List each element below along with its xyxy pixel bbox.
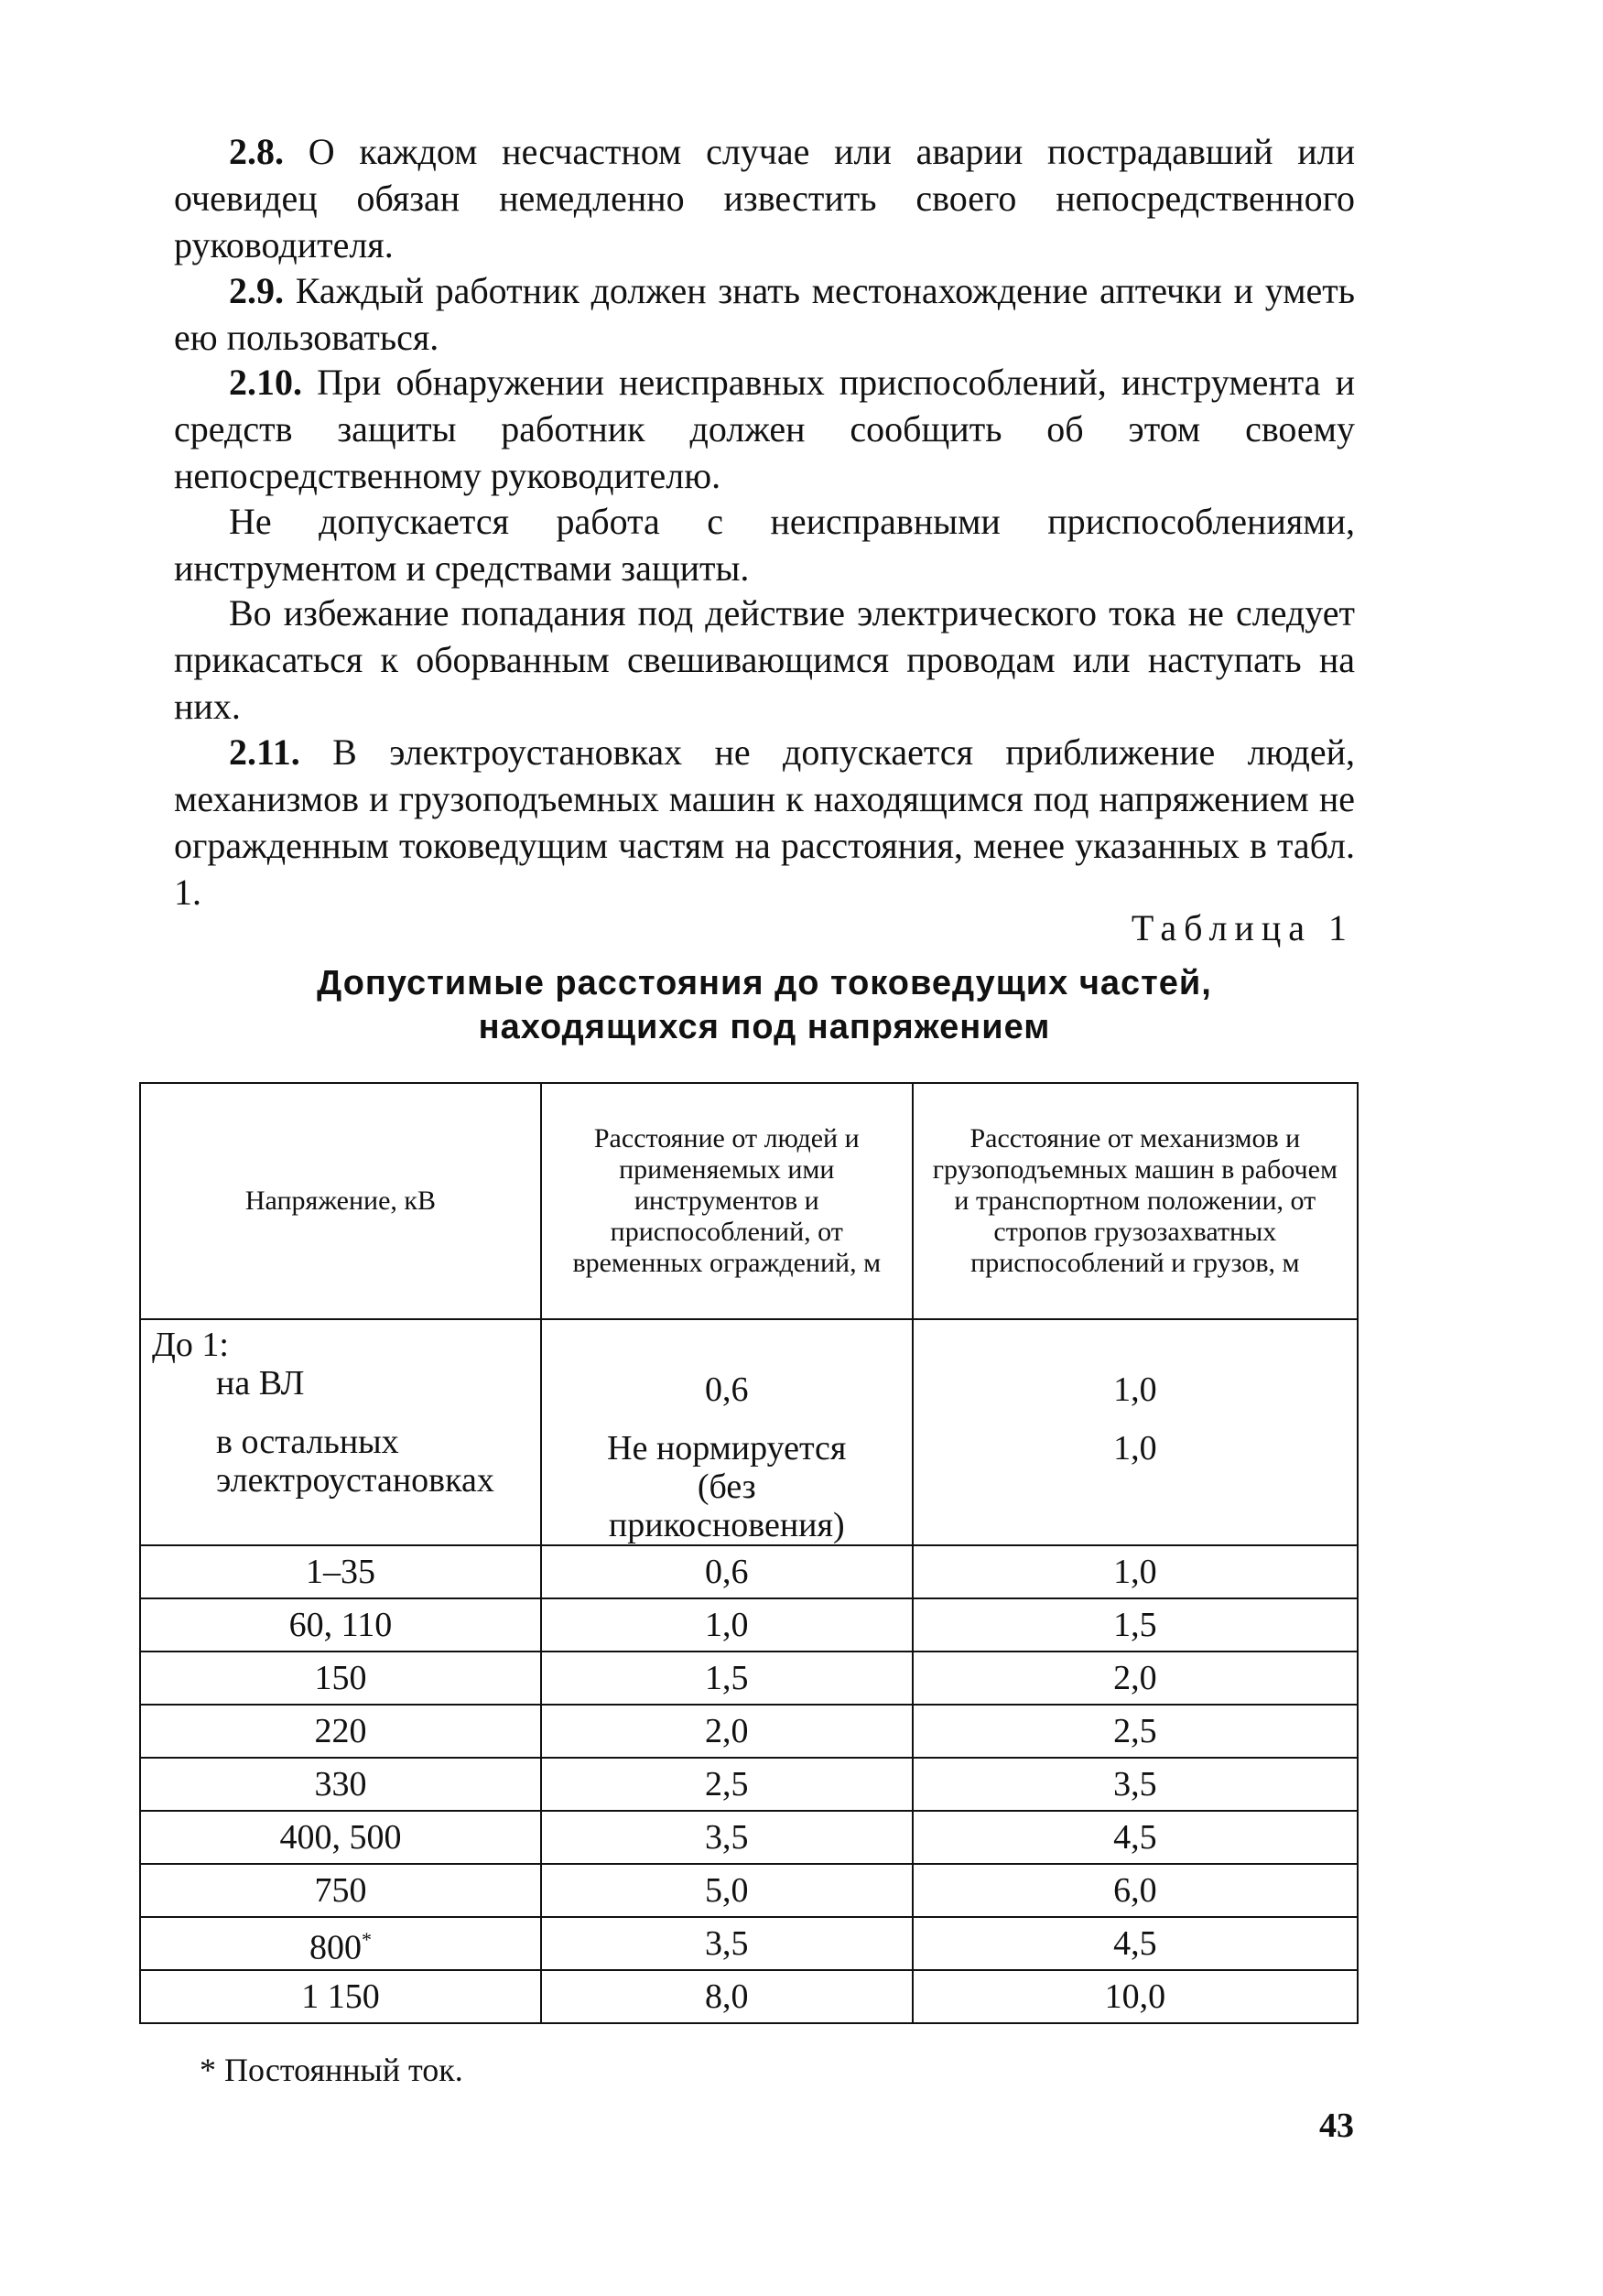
people-distance-cell-value: 1,5 — [705, 1659, 749, 1697]
people-distance-cell — [541, 1758, 913, 1811]
table-row — [140, 1758, 1358, 1811]
paragraph-text: В электроустановках не допускается приближение людей, механизмов и грузоподъемных машин к находящимся под напряжением не огражденным токоведущим частям на расстояния, менее указанных в табл. 1. — [174, 731, 1355, 913]
people-distance-cell — [541, 1970, 913, 2023]
machines-distance-cell-value: 6,0 — [1113, 1871, 1157, 1910]
voltage-cell — [140, 1545, 541, 1598]
table-row — [140, 1705, 1358, 1758]
people-distance-cell-value: 1,0 — [705, 1606, 749, 1644]
machines-distance-cell — [913, 1598, 1358, 1652]
people-distance-cell-value: 3,5 — [705, 1924, 749, 1963]
table-title-line-1: Допустимые расстояния до токоведущих частей, — [317, 964, 1212, 1002]
other-people-value: Не нормируется (без прикосновения) — [607, 1429, 847, 1544]
table-title — [174, 961, 1355, 1049]
machines-distance-cell-value: 1,0 — [1113, 1553, 1157, 1591]
header-machines-distance: Расстояние от механизмов и грузоподъемных машин в рабочем и транспортном положении, от стропов грузозахватных приспособлений и грузов, м — [913, 1083, 1358, 1319]
voltage-cell — [140, 1758, 541, 1811]
people-distance-cell-value: 3,5 — [705, 1818, 749, 1857]
machines-distance-cell-value: 3,5 — [1113, 1765, 1157, 1803]
paragraph-number: 2.11. — [229, 731, 300, 773]
paragraph-2-8 — [174, 128, 1355, 268]
people-distance-cell — [541, 1705, 913, 1758]
vl-people-value: 0,6 — [705, 1370, 749, 1409]
paragraph-text: При обнаружении неисправных приспособлений, инструмента и средств защиты работник должен сообщить об этом своему непосредственному руководителю. — [174, 362, 1356, 496]
voltage-cell — [140, 1652, 541, 1705]
voltage-cell-value: 220 — [314, 1712, 367, 1750]
machines-distance-cell — [913, 1758, 1358, 1811]
paragraph-number: 2.8. — [229, 131, 284, 172]
paragraph-number: 2.10. — [229, 362, 302, 403]
table-row — [140, 1545, 1358, 1598]
table-row — [140, 1652, 1358, 1705]
voltage-cell-value: 150 — [314, 1659, 367, 1697]
paragraph-text: Во избежание попадания под действие электрического тока не следует прикасаться к оборванным свешивающимся проводам или наступать на них. — [174, 592, 1355, 727]
voltage-cell — [140, 1917, 541, 1970]
other-machines-value: 1,0 — [1113, 1429, 1157, 1467]
paragraph-2-9 — [174, 267, 1355, 361]
machines-distance-cell — [913, 1970, 1358, 2023]
voltage-cell — [140, 1970, 541, 2023]
people-distance-cell — [541, 1917, 913, 1970]
table-row — [140, 1811, 1358, 1864]
table-header-row — [140, 1083, 1358, 1319]
voltage-cell-value: 400, 500 — [279, 1818, 402, 1857]
voltage-cell-value: 60, 110 — [288, 1606, 393, 1644]
paragraph-text: Не допускается работа с неисправными приспособлениями, инструментом и средствами защиты. — [174, 501, 1355, 589]
machines-distance-cell-value: 4,5 — [1113, 1924, 1157, 1963]
table-row-up-to-1 — [140, 1319, 1358, 1545]
people-distance-cell — [541, 1545, 913, 1598]
people-distance-cell-value: 2,5 — [705, 1765, 749, 1803]
footnote: * Постоянный ток. — [200, 2052, 463, 2088]
machines-distance-cell — [913, 1545, 1358, 1598]
voltage-cell-value: 750 — [314, 1871, 367, 1910]
machines-distance-cell-value: 10,0 — [1104, 1977, 1166, 2016]
machines-distance-cell — [913, 1864, 1358, 1917]
people-distance-cell-value: 0,6 — [705, 1553, 749, 1591]
machines-distance-cell — [913, 1652, 1358, 1705]
other-installations-label: в остальных электроустановках — [216, 1423, 494, 1500]
people-distance-cell — [541, 1864, 913, 1917]
people-distance-cell-value: 5,0 — [705, 1871, 749, 1910]
paragraph-2-10 — [174, 359, 1355, 499]
vl-label: на ВЛ — [216, 1364, 305, 1403]
distances-table — [139, 1082, 1359, 2024]
voltage-cell — [140, 1864, 541, 1917]
voltage-cell — [140, 1598, 541, 1652]
people-distance-cell — [541, 1652, 913, 1705]
paragraph-text: Каждый работник должен знать местонахождение аптечки и уметь ею пользоваться. — [174, 270, 1355, 358]
machines-distance-cell-value: 4,5 — [1113, 1818, 1157, 1857]
voltage-cell — [140, 1705, 541, 1758]
footnote-mark: * — [361, 1927, 372, 1951]
table-label: Таблица 1 — [1131, 907, 1354, 948]
table-row — [140, 1917, 1358, 1970]
voltage-cell-value: 800 — [309, 1928, 362, 1967]
machines-distance-cell — [913, 1319, 1358, 1545]
vl-machines-value: 1,0 — [1113, 1370, 1157, 1409]
machines-distance-cell-value: 2,5 — [1113, 1712, 1157, 1750]
paragraph-number: 2.9. — [229, 270, 284, 311]
voltage-cell-value: 330 — [314, 1765, 367, 1803]
voltage-cell — [140, 1811, 541, 1864]
machines-distance-cell — [913, 1705, 1358, 1758]
header-people-distance: Расстояние от людей и применяемых ими инструментов и приспособлений, от временных ограждений, м — [541, 1083, 913, 1319]
voltage-cell-value: 1–35 — [305, 1553, 375, 1591]
voltage-cell-value: 1 150 — [301, 1977, 380, 2016]
paragraph-text: О каждом несчастном случае или аварии пострадавший или очевидец обязан немедленно известить своего непосредственного руководителя. — [174, 131, 1356, 265]
up-to-1-label: До 1: — [152, 1326, 229, 1364]
table-row — [140, 1970, 1358, 2023]
machines-distance-cell — [913, 1917, 1358, 1970]
paragraph-avoid-wires — [174, 590, 1355, 730]
voltage-cell — [140, 1319, 541, 1545]
machines-distance-cell — [913, 1811, 1358, 1864]
paragraph-2-11 — [174, 729, 1355, 915]
people-distance-cell-value: 8,0 — [705, 1977, 749, 2016]
header-voltage: Напряжение, кВ — [140, 1083, 541, 1319]
machines-distance-cell-value: 2,0 — [1113, 1659, 1157, 1697]
people-distance-cell — [541, 1319, 913, 1545]
people-distance-cell-value: 2,0 — [705, 1712, 749, 1750]
page-number: 43 — [1319, 2106, 1354, 2145]
people-distance-cell — [541, 1811, 913, 1864]
machines-distance-cell-value: 1,5 — [1113, 1606, 1157, 1644]
table-row — [140, 1864, 1358, 1917]
table-row — [140, 1598, 1358, 1652]
paragraph-no-faulty-tools — [174, 498, 1355, 591]
table-title-line-2: находящихся под напряжением — [478, 1008, 1051, 1046]
people-distance-cell — [541, 1598, 913, 1652]
